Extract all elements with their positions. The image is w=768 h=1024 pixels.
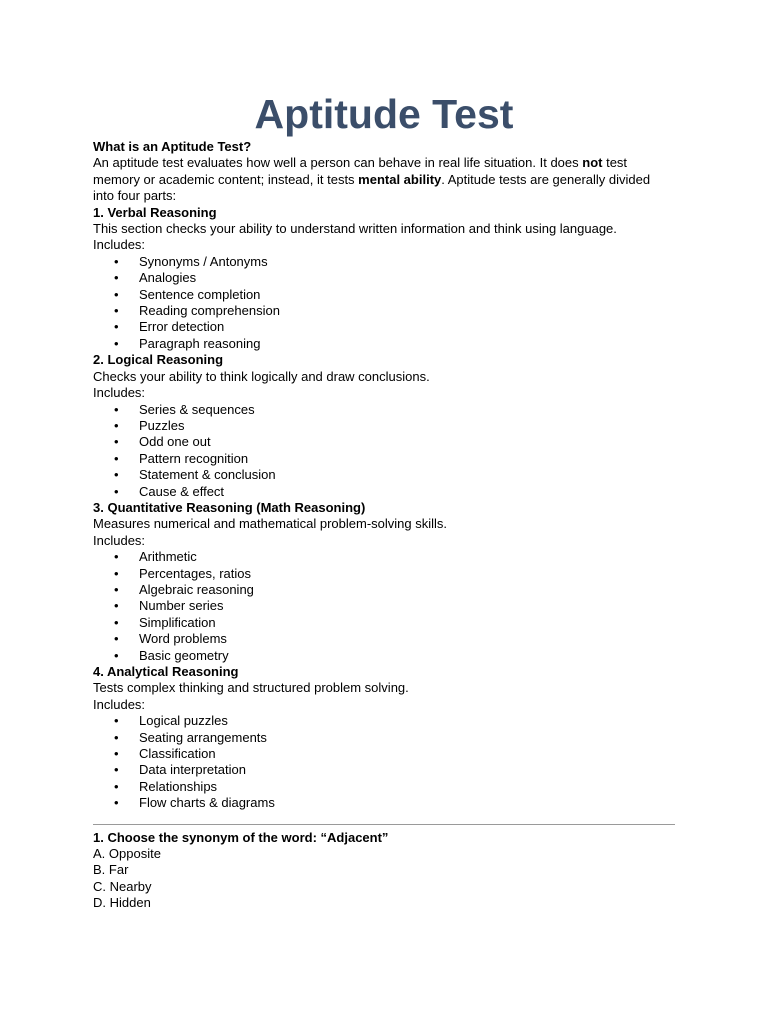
intro-heading: What is an Aptitude Test?: [93, 139, 252, 154]
intro-text-3: . Aptitude tests are generally divided into four parts:: [93, 171, 651, 204]
intro-text-2: test memory or academic content; instead, it tests: [93, 155, 628, 187]
list-item: • Series & sequences: [93, 402, 683, 418]
section-heading: 1. Verbal Reasoning: [93, 204, 217, 220]
list-item: • Number series: [93, 598, 683, 614]
list-item: • Flow charts & diagrams: [93, 795, 683, 811]
bullet-list: [93, 713, 683, 811]
includes-label: Includes:: [93, 237, 146, 253]
document-body: [93, 139, 683, 912]
list-item: • Relationships: [93, 779, 683, 795]
includes-label: Includes:: [93, 385, 146, 401]
bullet-list: [93, 402, 683, 500]
section-description: Checks your ability to think logically and draw conclusions.: [93, 368, 430, 384]
intro-paragraph: [93, 155, 663, 204]
bullet-list: [93, 549, 683, 664]
intro-emphasis-mental-ability: mental ability: [358, 171, 442, 187]
list-item: • Paragraph reasoning: [93, 336, 683, 352]
list-item: • Pattern recognition: [93, 451, 683, 467]
list-item: • Reading comprehension: [93, 303, 683, 319]
list-item: • Analogies: [93, 270, 683, 286]
section-description: This section checks your ability to understand written information and think using language.: [93, 221, 617, 237]
list-item: • Basic geometry: [93, 648, 683, 664]
question-text: 1. Choose the synonym of the word: “Adjacent”: [93, 829, 389, 845]
document-title: Aptitude Test: [254, 91, 514, 137]
answer-option: B. Far: [93, 862, 129, 878]
list-item: • Cause & effect: [93, 484, 683, 500]
intro-emphasis-not: not: [582, 155, 603, 171]
answer-option: D. Hidden: [93, 895, 151, 911]
list-item: • Odd one out: [93, 434, 683, 450]
answer-option: C. Nearby: [93, 878, 152, 894]
list-item: • Error detection: [93, 319, 683, 335]
list-item: • Synonyms / Antonyms: [93, 254, 683, 270]
list-item: • Percentages, ratios: [93, 566, 683, 582]
list-item: • Logical puzzles: [93, 713, 683, 729]
section-heading: 3. Quantitative Reasoning (Math Reasoning): [93, 499, 366, 515]
intro-text-1: An aptitude test evaluates how well a person can behave in real life situation. It does: [93, 155, 583, 171]
includes-label: Includes:: [93, 532, 146, 548]
horizontal-divider: [93, 824, 675, 825]
list-item: • Seating arrangements: [93, 730, 683, 746]
list-item: • Arithmetic: [93, 549, 683, 565]
list-item: • Puzzles: [93, 418, 683, 434]
list-item: • Classification: [93, 746, 683, 762]
list-item: • Word problems: [93, 631, 683, 647]
bullet-list: [93, 254, 683, 352]
section-heading: 2. Logical Reasoning: [93, 352, 224, 368]
list-item: • Sentence completion: [93, 287, 683, 303]
list-item: • Algebraic reasoning: [93, 582, 683, 598]
list-item: • Simplification: [93, 615, 683, 631]
list-item: • Data interpretation: [93, 762, 683, 778]
includes-label: Includes:: [93, 696, 146, 712]
section-description: Measures numerical and mathematical problem-solving skills.: [93, 516, 448, 532]
answer-option: A. Opposite: [93, 846, 161, 862]
list-item: • Statement & conclusion: [93, 467, 683, 483]
section-heading: 4. Analytical Reasoning: [93, 664, 239, 679]
section-description: Tests complex thinking and structured problem solving.: [93, 680, 409, 696]
